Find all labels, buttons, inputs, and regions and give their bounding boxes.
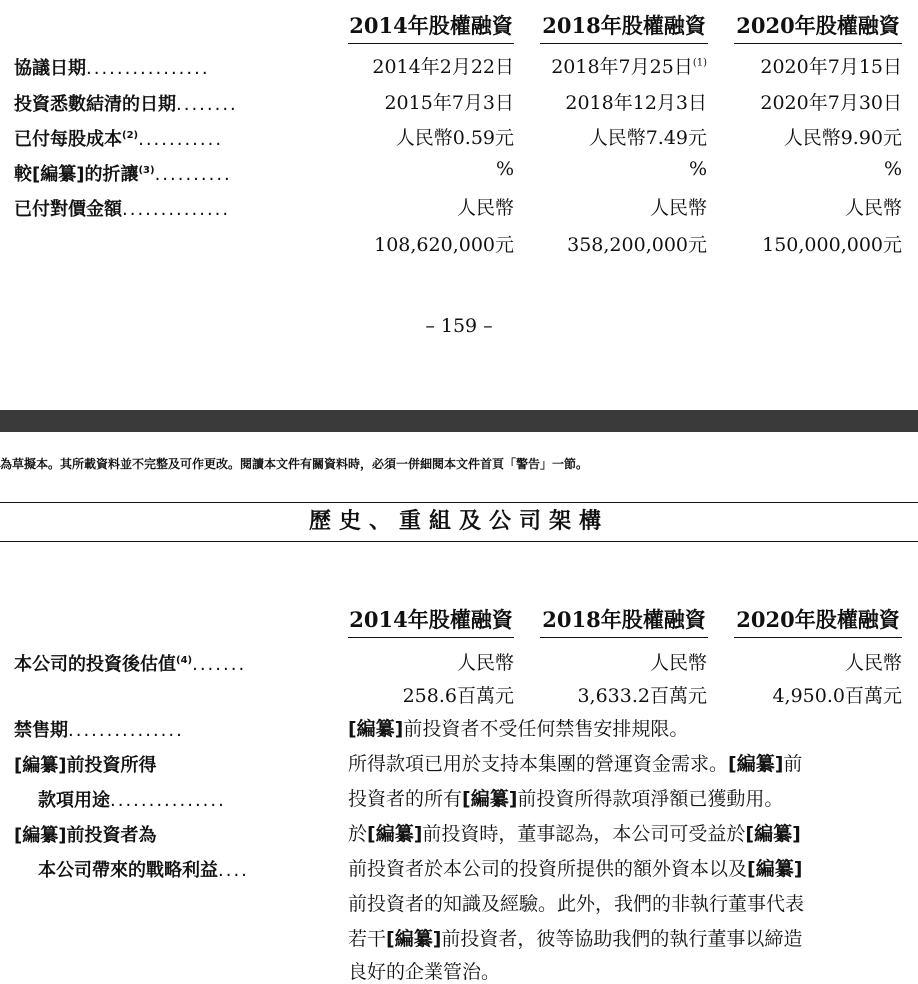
lockup-text <box>348 714 688 741</box>
consideration-currency-2018: 人民幣 <box>649 197 707 219</box>
row-label-settlement-date <box>14 90 238 116</box>
body-text: 前 <box>783 753 803 775</box>
redacted-text: [編纂] <box>747 858 803 880</box>
label-text: 本公司帶來的戰略利益 <box>38 860 218 881</box>
body-text: 若干 <box>348 928 387 950</box>
valuation-amount-2018: 3,633.2百萬元 <box>577 685 707 707</box>
section-title-bar <box>0 502 918 542</box>
row-label-strategic-benefits-line2 <box>38 856 249 882</box>
label-text: 款項用途 <box>38 790 110 811</box>
agreement-date-2018 <box>551 52 707 79</box>
valuation-currency-2018: 人民幣 <box>649 652 707 674</box>
column-header-2014-second: 2014年股權融資 <box>348 604 514 638</box>
footnote-ref: (2) <box>122 130 139 141</box>
leader-dots: ....... <box>192 654 247 675</box>
page-number: – 159 – <box>425 315 493 337</box>
strategic-text-line2 <box>348 854 802 881</box>
redacted-text: [編纂] <box>367 823 423 845</box>
column-header-2018: 2018年股權融資 <box>540 10 708 44</box>
use-of-proceeds-text-line2 <box>348 784 783 811</box>
body-text: 前投資所得款項淨額已獲動用。 <box>517 788 784 810</box>
valuation-amount-2020: 4,950.0百萬元 <box>772 685 902 707</box>
row-label-consideration-paid <box>14 195 230 221</box>
valuation-amount-2014: 258.6百萬元 <box>402 685 514 707</box>
page-divider <box>0 410 918 432</box>
section-title: 歷史、重組及公司架構 <box>308 509 609 534</box>
discount-2014 <box>496 158 514 180</box>
redacted-text: [編纂] <box>745 823 801 845</box>
value-text: % <box>688 158 707 180</box>
leader-dots: .......... <box>154 164 232 185</box>
label-text: 較[編纂]的折讓 <box>14 164 139 185</box>
label-text: 投資悉數結清的日期 <box>14 94 176 115</box>
body-text: 前投資者，彼等協助我們的執行董事以締造 <box>441 928 803 950</box>
row-label-use-of-proceeds-line2 <box>38 786 226 812</box>
valuation-currency-2020: 人民幣 <box>844 652 902 674</box>
redacted-text: [編纂] <box>728 753 784 775</box>
value-text: 2018年7月25日 <box>551 56 693 78</box>
consideration-amount-2014: 108,620,000元 <box>374 234 514 256</box>
settlement-date-2020: 2020年7月30日 <box>760 92 902 114</box>
strategic-text-line5 <box>348 957 500 984</box>
label-text: 協議日期 <box>14 58 86 79</box>
footnote-ref: (4) <box>176 655 193 666</box>
footnote-ref: (1) <box>692 57 707 69</box>
row-label-use-of-proceeds-line1: [編纂]前投資所得 <box>14 755 157 776</box>
settlement-date-2018: 2018年12月3日 <box>565 92 707 114</box>
row-label-strategic-benefits-line1: [編纂]前投資者為 <box>14 825 157 846</box>
body-text: 前投資者不受任何禁售安排規限。 <box>403 718 689 740</box>
body-text: 前投資者於本公司的投資所提供的額外資本以及 <box>348 858 748 880</box>
column-header-2014: 2014年股權融資 <box>348 10 514 44</box>
agreement-date-2020: 2020年7月15日 <box>760 56 902 78</box>
row-label-post-money-valuation <box>14 650 246 676</box>
redacted-text: [編纂] <box>462 788 518 810</box>
settlement-date-2014: 2015年7月3日 <box>384 92 514 114</box>
draft-notice: 為草擬本。其所載資料並不完整及可作更改。閱讀本文件有關資料時，必須一併細閱本文件首頁「警告」一節。 <box>0 457 589 471</box>
body-text: 前投資者的知識及經驗。此外，我們的非執行董事代表 <box>348 893 805 915</box>
label-text: 禁售期 <box>14 720 68 741</box>
leader-dots: ........... <box>138 129 224 150</box>
body-text: 於 <box>348 823 368 845</box>
leader-dots: ................ <box>86 58 210 79</box>
cost-per-share-2014: 人民幣0.59元 <box>395 127 514 149</box>
redacted-text: [編纂] <box>386 928 442 950</box>
cost-per-share-2018: 人民幣7.49元 <box>588 127 707 149</box>
strategic-text-line1 <box>348 819 801 846</box>
label-text: 本公司的投資後估值 <box>14 654 176 675</box>
redacted-text: [編纂] <box>348 718 404 740</box>
discount-2020 <box>884 158 902 180</box>
row-label-discount <box>14 160 232 186</box>
valuation-currency-2014: 人民幣 <box>456 652 514 674</box>
label-text: 已付對價金額 <box>14 199 122 220</box>
value-text: % <box>495 158 514 180</box>
consideration-currency-2014: 人民幣 <box>456 197 514 219</box>
footnote-ref: (3) <box>138 165 155 176</box>
label-text: 已付每股成本 <box>14 129 122 150</box>
consideration-currency-2020: 人民幣 <box>844 197 902 219</box>
row-label-cost-per-share <box>14 125 223 151</box>
consideration-amount-2020: 150,000,000元 <box>762 234 902 256</box>
leader-dots: .... <box>218 860 249 881</box>
row-label-agreement-date <box>14 54 210 80</box>
use-of-proceeds-text-line1 <box>348 749 802 776</box>
discount-2018 <box>689 158 707 180</box>
agreement-date-2014: 2014年2月22日 <box>372 56 514 78</box>
consideration-amount-2018: 358,200,000元 <box>567 234 707 256</box>
column-header-2020-second: 2020年股權融資 <box>734 604 902 638</box>
body-text: 良好的企業管治。 <box>348 961 501 983</box>
body-text: 投資者的所有 <box>348 788 463 810</box>
body-text: 所得款項已用於支持本集團的營運資金需求。 <box>348 753 729 775</box>
leader-dots: ............... <box>110 790 226 811</box>
column-header-2020: 2020年股權融資 <box>734 10 902 44</box>
strategic-text-line4 <box>348 924 802 951</box>
cost-per-share-2020: 人民幣9.90元 <box>783 127 902 149</box>
value-text: % <box>883 158 902 180</box>
strategic-text-line3 <box>348 889 804 916</box>
leader-dots: .............. <box>122 199 231 220</box>
leader-dots: ............... <box>68 720 184 741</box>
row-label-lockup <box>14 716 184 742</box>
body-text: 前投資時，董事認為，本公司可受益於 <box>422 823 746 845</box>
column-header-2018-second: 2018年股權融資 <box>540 604 708 638</box>
leader-dots: ........ <box>176 94 238 115</box>
